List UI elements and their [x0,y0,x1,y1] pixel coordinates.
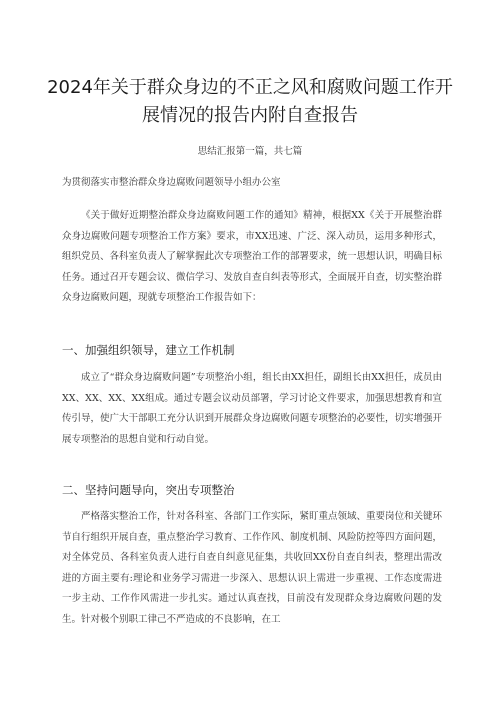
document-title: 2024年关于群众身边的不正之风和腐败问题工作开展情况的报告内附自查报告 [47,77,453,126]
section-heading-2: 二、坚持问题导向，突出专项整治 [62,483,235,497]
section-paragraph-2: 严格落实整治工作，针对各科室、各部门工作实际，紧盯重点领域、重要岗位和关键环节自行组织开展自查，重点整治学习教育、工作作风、制度机制、风险防控等四方面问题，对全体党员、各科室负责人进行自查自纠意见征集，共收回XX份自查自纠表，整理出需改进的方面主要有:理论和业务学习需进一步深入、思想认识上需进一步重视、工作态度需进一步主动、工作作风需进一步扎实。通过认真查找，目前没有发现群众身边腐败问题的发生。针对极个别职工律己不严造成的不良影响，在工 [62,511,443,625]
intro-paragraph: 《关于做好近期整治群众身边腐败问题工作的通知》精神，根据XX《关于开展整治群众身边腐败问题专项整治工作方案》要求，市XX迅速、广泛、深入动员，运用多种形式，组织党员、各科室负责人了解掌握此次专项整治工作的部署要求，统一思想认识，明确目标任务。通过召开专题会议、微信学习、发放自查自纠表等形式，全面展开自查，切实整治群众身边腐败问题，现就专项整治工作报告如下： [62,210,443,303]
issuer-line: 为贯彻落实市整治群众身边腐败问题领导小组办公室 [62,177,281,188]
section-paragraph-1: 成立了“群众身边腐败问题”专项整治小组，组长由XX担任，副组长由XX担任，成员由XX、XX、XX、XX组成。通过专题会议动员部署，学习讨论文件要求，加强思想教育和宣传引导，使广大干部职工充分认识到开展群众身边腐败问题专项整治的必要性，切实增强开展专项整治的思想自觉和行动自觉。 [62,372,443,445]
document-subtitle: 思结汇报第一篇，共七篇 [197,146,303,157]
section-heading-1: 一、加强组织领导，建立工作机制 [62,343,235,357]
